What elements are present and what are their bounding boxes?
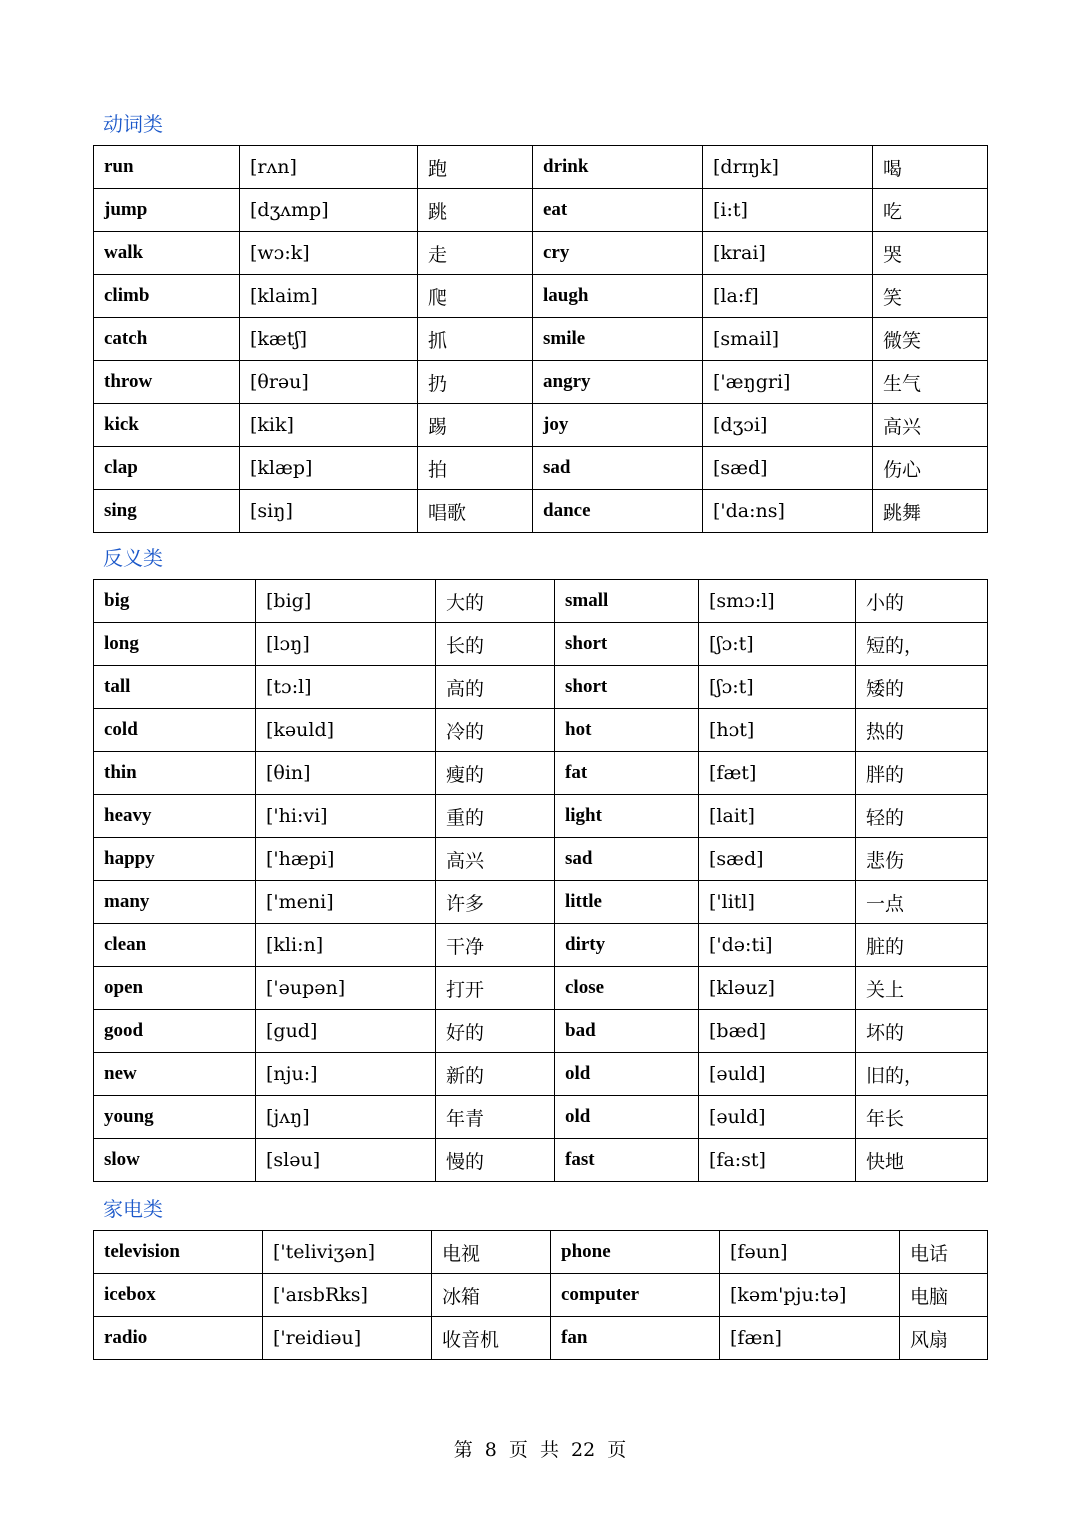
chinese-meaning: 喝 (873, 146, 988, 189)
table-row (94, 623, 988, 666)
table-row (94, 232, 988, 275)
phonetic: [smail] (703, 318, 873, 361)
phonetic: [gud] (256, 1010, 436, 1053)
english-word: short (555, 623, 699, 666)
table-row (94, 967, 988, 1010)
chinese-meaning: 干净 (436, 924, 555, 967)
english-word: slow (94, 1139, 256, 1182)
english-word: climb (94, 275, 240, 318)
table-row (94, 1231, 988, 1274)
english-word: eat (533, 189, 703, 232)
english-word: long (94, 623, 256, 666)
english-word: thin (94, 752, 256, 795)
english-word: icebox (94, 1274, 263, 1317)
phonetic: [lait] (699, 795, 856, 838)
phonetic: ['reidiəu] (263, 1317, 432, 1360)
phonetic: [ʃɔ:t] (699, 623, 856, 666)
english-word: good (94, 1010, 256, 1053)
chinese-meaning: 长的 (436, 623, 555, 666)
english-word: old (555, 1053, 699, 1096)
page-footer: 第 8 页 共 22 页 (453, 1439, 627, 1461)
phonetic: [sæd] (703, 447, 873, 490)
chinese-meaning: 收音机 (432, 1317, 551, 1360)
phonetic: [dʒʌmp] (240, 189, 418, 232)
phonetic: [klaim] (240, 275, 418, 318)
english-word: angry (533, 361, 703, 404)
chinese-meaning: 年青 (436, 1096, 555, 1139)
phonetic: [siŋ] (240, 490, 418, 533)
english-word: fan (551, 1317, 720, 1360)
english-word: light (555, 795, 699, 838)
table-row (94, 1317, 988, 1360)
english-word: sad (555, 838, 699, 881)
english-word: fast (555, 1139, 699, 1182)
phonetic: [lɔŋ] (256, 623, 436, 666)
chinese-meaning: 快地 (856, 1139, 988, 1182)
english-word: clap (94, 447, 240, 490)
table-row (94, 490, 988, 533)
chinese-meaning: 坏的 (856, 1010, 988, 1053)
phonetic: ['əupən] (256, 967, 436, 1010)
vocab-table-appliances (93, 1230, 988, 1360)
english-word: heavy (94, 795, 256, 838)
chinese-meaning: 爬 (418, 275, 533, 318)
section-title-appliances: 家电类 (103, 1197, 163, 1221)
phonetic: [klæp] (240, 447, 418, 490)
english-word: sing (94, 490, 240, 533)
chinese-meaning: 热的 (856, 709, 988, 752)
chinese-meaning: 高的 (436, 666, 555, 709)
chinese-meaning: 跳 (418, 189, 533, 232)
chinese-meaning: 悲伤 (856, 838, 988, 881)
chinese-meaning: 轻的 (856, 795, 988, 838)
vocab-table-verbs (93, 145, 988, 533)
phonetic: [fæt] (699, 752, 856, 795)
phonetic: [fa:st] (699, 1139, 856, 1182)
table-row (94, 275, 988, 318)
chinese-meaning: 高兴 (873, 404, 988, 447)
english-word: cold (94, 709, 256, 752)
english-word: hot (555, 709, 699, 752)
section-title-verbs: 动词类 (103, 112, 163, 136)
english-word: cry (533, 232, 703, 275)
table-row (94, 1010, 988, 1053)
phonetic: ['aɪsbRks] (263, 1274, 432, 1317)
english-word: tall (94, 666, 256, 709)
chinese-meaning: 风扇 (900, 1317, 988, 1360)
english-word: walk (94, 232, 240, 275)
phonetic: ['hæpi] (256, 838, 436, 881)
chinese-meaning: 电话 (900, 1231, 988, 1274)
chinese-meaning: 胖的 (856, 752, 988, 795)
table-row (94, 580, 988, 623)
chinese-meaning: 抓 (418, 318, 533, 361)
english-word: joy (533, 404, 703, 447)
phonetic: ['da:ns] (703, 490, 873, 533)
phonetic: [smɔ:l] (699, 580, 856, 623)
phonetic: ['də:ti] (699, 924, 856, 967)
chinese-meaning: 电脑 (900, 1274, 988, 1317)
phonetic: [kləuz] (699, 967, 856, 1010)
phonetic: ['hi:vi] (256, 795, 436, 838)
phonetic: ['litl] (699, 881, 856, 924)
phonetic: [la:f] (703, 275, 873, 318)
english-word: short (555, 666, 699, 709)
english-word: young (94, 1096, 256, 1139)
english-word: clean (94, 924, 256, 967)
chinese-meaning: 扔 (418, 361, 533, 404)
table-row (94, 881, 988, 924)
english-word: laugh (533, 275, 703, 318)
phonetic: [krai] (703, 232, 873, 275)
vocab-table-antonyms (93, 579, 988, 1182)
chinese-meaning: 冷的 (436, 709, 555, 752)
table-row (94, 189, 988, 232)
section-title-antonyms: 反义类 (103, 546, 163, 570)
phonetic: [rʌn] (240, 146, 418, 189)
chinese-meaning: 哭 (873, 232, 988, 275)
phonetic: [wɔ:k] (240, 232, 418, 275)
table-row (94, 1096, 988, 1139)
english-word: phone (551, 1231, 720, 1274)
phonetic: ['teliviʒən] (263, 1231, 432, 1274)
chinese-meaning: 拍 (418, 447, 533, 490)
phonetic: [hɔt] (699, 709, 856, 752)
chinese-meaning: 关上 (856, 967, 988, 1010)
english-word: kick (94, 404, 240, 447)
chinese-meaning: 新的 (436, 1053, 555, 1096)
phonetic: [əuld] (699, 1053, 856, 1096)
table-row (94, 1053, 988, 1096)
chinese-meaning: 跳舞 (873, 490, 988, 533)
english-word: old (555, 1096, 699, 1139)
table-row (94, 361, 988, 404)
chinese-meaning: 重的 (436, 795, 555, 838)
phonetic: ['æŋgri] (703, 361, 873, 404)
table-row (94, 666, 988, 709)
phonetic: [θrəu] (240, 361, 418, 404)
phonetic: [jʌŋ] (256, 1096, 436, 1139)
english-word: run (94, 146, 240, 189)
chinese-meaning: 瘦的 (436, 752, 555, 795)
english-word: happy (94, 838, 256, 881)
phonetic: [nju:] (256, 1053, 436, 1096)
phonetic: [dʒɔi] (703, 404, 873, 447)
chinese-meaning: 高兴 (436, 838, 555, 881)
chinese-meaning: 矮的 (856, 666, 988, 709)
table-row (94, 146, 988, 189)
table-row (94, 752, 988, 795)
phonetic: [sləu] (256, 1139, 436, 1182)
chinese-meaning: 短的， (856, 623, 988, 666)
english-word: dirty (555, 924, 699, 967)
chinese-meaning: 冰箱 (432, 1274, 551, 1317)
phonetic: [əuld] (699, 1096, 856, 1139)
chinese-meaning: 慢的 (436, 1139, 555, 1182)
chinese-meaning: 好的 (436, 1010, 555, 1053)
phonetic: [fæn] (720, 1317, 900, 1360)
english-word: jump (94, 189, 240, 232)
chinese-meaning: 脏的 (856, 924, 988, 967)
english-word: open (94, 967, 256, 1010)
english-word: little (555, 881, 699, 924)
chinese-meaning: 大的 (436, 580, 555, 623)
english-word: smile (533, 318, 703, 361)
chinese-meaning: 年长 (856, 1096, 988, 1139)
chinese-meaning: 许多 (436, 881, 555, 924)
english-word: sad (533, 447, 703, 490)
english-word: catch (94, 318, 240, 361)
phonetic: [kætʃ] (240, 318, 418, 361)
chinese-meaning: 走 (418, 232, 533, 275)
chinese-meaning: 跑 (418, 146, 533, 189)
chinese-meaning: 旧的， (856, 1053, 988, 1096)
phonetic: [tɔ:l] (256, 666, 436, 709)
english-word: dance (533, 490, 703, 533)
phonetic: [big] (256, 580, 436, 623)
chinese-meaning: 微笑 (873, 318, 988, 361)
english-word: computer (551, 1274, 720, 1317)
chinese-meaning: 小的 (856, 580, 988, 623)
english-word: fat (555, 752, 699, 795)
table-row (94, 838, 988, 881)
chinese-meaning: 一点 (856, 881, 988, 924)
table-row (94, 447, 988, 490)
english-word: big (94, 580, 256, 623)
phonetic: [kli:n] (256, 924, 436, 967)
phonetic: [kəm'pju:tə] (720, 1274, 900, 1317)
phonetic: [sæd] (699, 838, 856, 881)
english-word: close (555, 967, 699, 1010)
phonetic: [kik] (240, 404, 418, 447)
phonetic: [fəun] (720, 1231, 900, 1274)
table-row (94, 404, 988, 447)
chinese-meaning: 生气 (873, 361, 988, 404)
english-word: television (94, 1231, 263, 1274)
chinese-meaning: 伤心 (873, 447, 988, 490)
chinese-meaning: 电视 (432, 1231, 551, 1274)
phonetic: [drɪŋk] (703, 146, 873, 189)
english-word: throw (94, 361, 240, 404)
english-word: many (94, 881, 256, 924)
table-row (94, 709, 988, 752)
chinese-meaning: 唱歌 (418, 490, 533, 533)
phonetic: [kəuld] (256, 709, 436, 752)
english-word: small (555, 580, 699, 623)
english-word: drink (533, 146, 703, 189)
english-word: bad (555, 1010, 699, 1053)
english-word: radio (94, 1317, 263, 1360)
table-row (94, 924, 988, 967)
chinese-meaning: 吃 (873, 189, 988, 232)
table-row (94, 318, 988, 361)
chinese-meaning: 笑 (873, 275, 988, 318)
chinese-meaning: 踢 (418, 404, 533, 447)
phonetic: ['meni] (256, 881, 436, 924)
english-word: new (94, 1053, 256, 1096)
phonetic: [ʃɔ:t] (699, 666, 856, 709)
chinese-meaning: 打开 (436, 967, 555, 1010)
table-row (94, 1139, 988, 1182)
phonetic: [θin] (256, 752, 436, 795)
phonetic: [bæd] (699, 1010, 856, 1053)
phonetic: [i:t] (703, 189, 873, 232)
table-row (94, 1274, 988, 1317)
table-row (94, 795, 988, 838)
